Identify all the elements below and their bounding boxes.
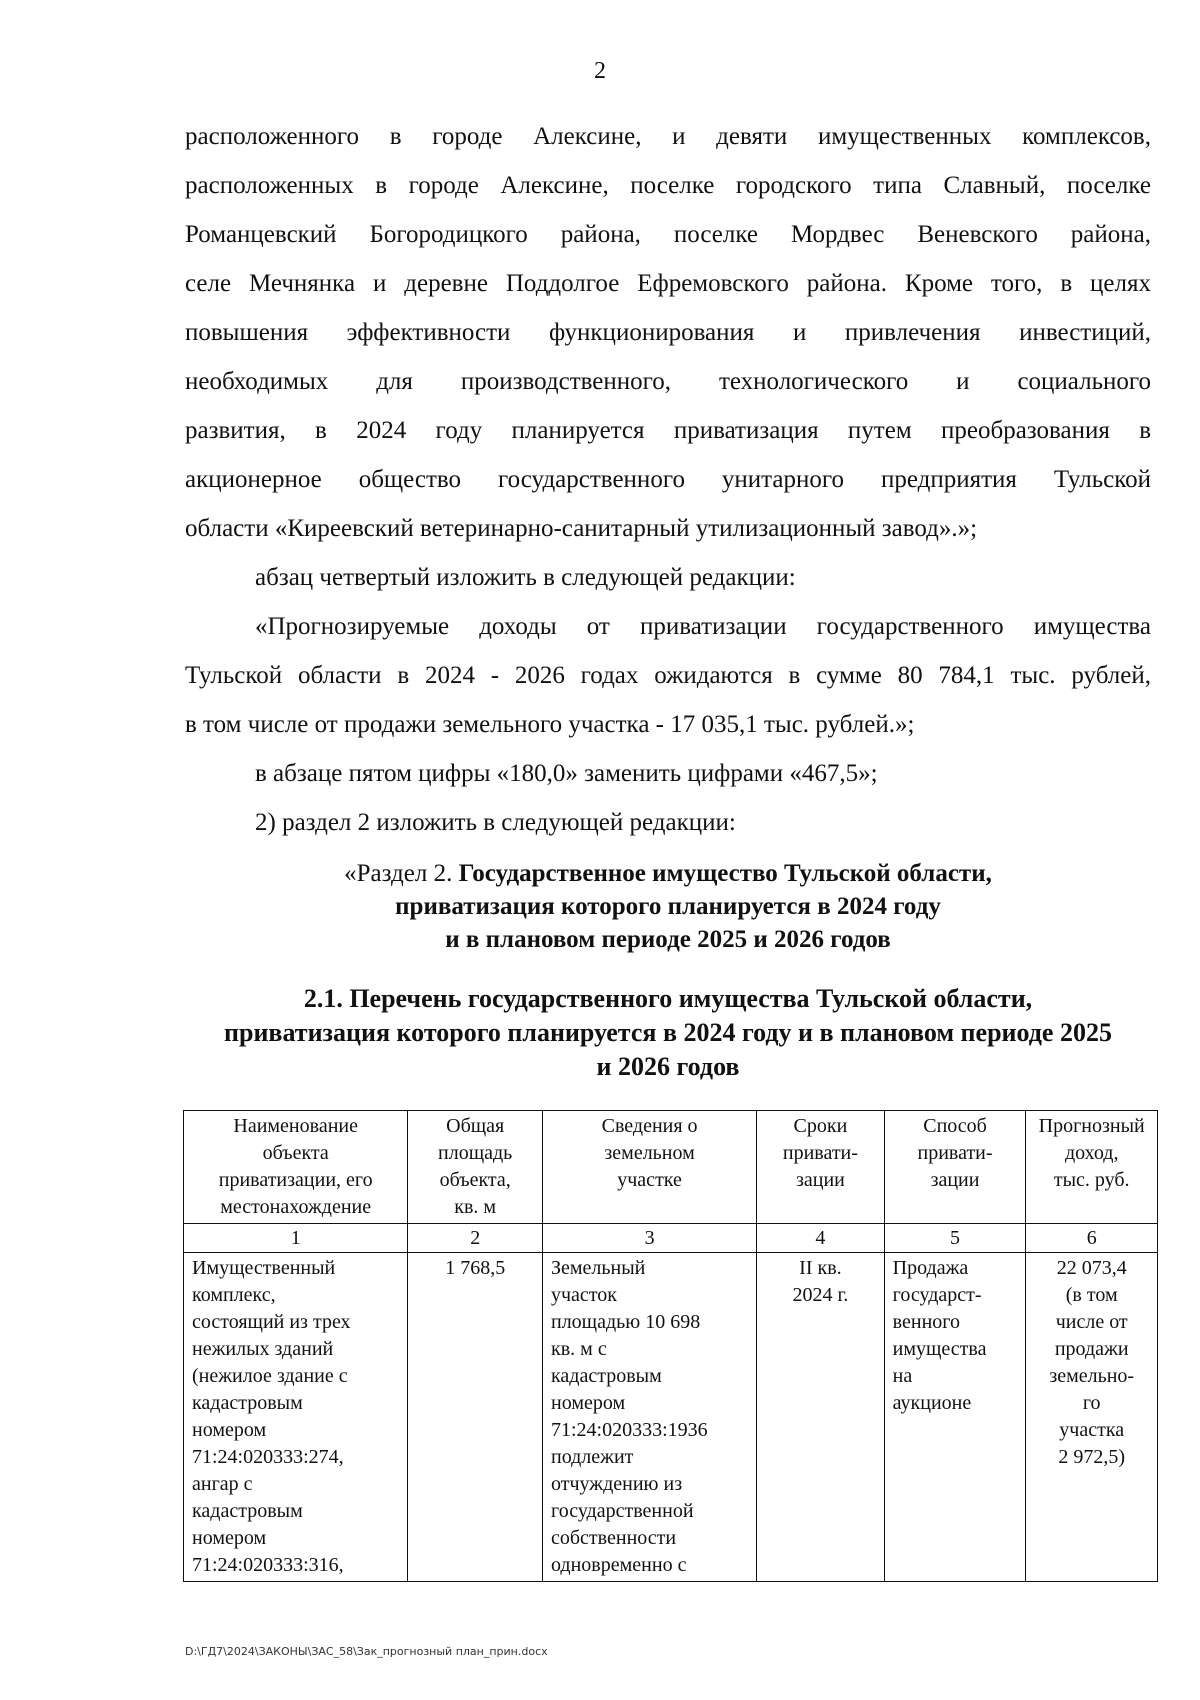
cell-line: продажи: [1054, 1338, 1129, 1360]
paragraph-line: в том числе от продажи земельного участка - 17 035,1 тыс. рублей.»;: [185, 711, 915, 738]
paragraph-line: селе Мечнянка и деревне Поддолгое Ефремовского района. Кроме того, в целях: [185, 270, 1151, 297]
cell-line: Способ: [923, 1115, 987, 1137]
paragraph-line: акционерное общество государственного унитарного предприятия Тульской: [185, 466, 1151, 493]
cell-line: номером: [192, 1419, 267, 1441]
cell-line: аукционе: [892, 1392, 972, 1414]
paragraph-line: Тульской области в 2024 - 2026 годах ожидаются в сумме 80 784,1 тыс. рублей,: [185, 662, 1151, 689]
header-object-name: [184, 1111, 408, 1224]
column-number-row: [184, 1224, 1158, 1253]
cell-line: ангар с: [192, 1473, 253, 1495]
column-number: 2: [408, 1224, 543, 1253]
page-number: 2: [594, 58, 606, 84]
cell-terms: [757, 1253, 884, 1582]
cell-line: участке: [617, 1169, 682, 1191]
cell-line: кадастровым: [551, 1365, 662, 1387]
cell-area: [408, 1253, 543, 1582]
cell-line: государственной: [551, 1500, 694, 1522]
subsection-title: [175, 982, 1161, 1084]
cell-line: состоящий из трех: [192, 1311, 351, 1333]
cell-line: 2 972,5): [1058, 1446, 1126, 1468]
subsection-title-line: и 2026 годов: [596, 1052, 740, 1081]
cell-line: отчуждению из: [551, 1473, 683, 1495]
cell-line: объекта,: [439, 1169, 511, 1191]
paragraph-line: повышения эффективности функционирования и привлечения инвестиций,: [185, 319, 1151, 346]
cell-line: зации: [795, 1169, 845, 1191]
section-title-line-1: [185, 857, 1151, 890]
cell-line: кадастровым: [192, 1500, 303, 1522]
column-number: 6: [1026, 1224, 1158, 1253]
column-number: 1: [184, 1224, 408, 1253]
subsection-title-line: 2.1. Перечень государственного имущества Тульской области,: [303, 984, 1033, 1013]
header-method: [884, 1111, 1026, 1224]
cell-method: [884, 1253, 1026, 1582]
section-title-line-3: [185, 923, 1151, 956]
cell-line: комплекс,: [192, 1284, 276, 1306]
paragraph-line: в абзаце пятом цифры «180,0» заменить цифрами «467,5»;: [255, 760, 878, 787]
cell-line: участок: [551, 1284, 618, 1306]
cell-line: приватизации, его: [218, 1169, 373, 1191]
paragraph-line: Романцевский Богородицкого района, поселке Мордвес Веневского района,: [185, 221, 1151, 248]
footer-file-path: D:\ГД7\2024\ЗАКОНЫ\ЗАС_58\Зак_прогнозный план_прин.docx: [185, 1645, 548, 1658]
paragraph-line: 2) раздел 2 изложить в следующей редакции:: [255, 809, 736, 836]
cell-line: Продажа: [892, 1257, 969, 1279]
paragraph-line: абзац четвертый изложить в следующей редакции:: [255, 564, 796, 591]
paragraph-line: расположенных в городе Алексине, поселке городского типа Славный, поселке: [185, 172, 1151, 199]
header-forecast-income: [1026, 1111, 1158, 1224]
cell-line: тыс. руб.: [1053, 1169, 1130, 1191]
cell-line: 1 768,5: [445, 1257, 506, 1279]
paragraph-line: расположенного в городе Алексине, и девяти имущественных комплексов,: [185, 123, 1151, 150]
subsection-title-line: приватизация которого планируется в 2024 году и в плановом периоде 2025: [224, 1018, 1112, 1047]
cell-line: номером: [551, 1392, 626, 1414]
cell-line: имущества: [892, 1338, 987, 1360]
section-heading: приватизация которого планируется в 2024 году: [395, 893, 941, 920]
cell-line: подлежит: [551, 1446, 634, 1468]
cell-line: кв. м: [454, 1196, 497, 1218]
section-title: [185, 857, 1151, 956]
column-number: 4: [757, 1224, 884, 1253]
cell-line: местонахождение: [220, 1196, 372, 1218]
table-row: [184, 1253, 1158, 1582]
section-heading: Государственное имущество Тульской области,: [458, 860, 992, 887]
cell-line: 71:24:020333:316,: [192, 1554, 344, 1576]
cell-line: 71:24:020333:1936: [551, 1419, 708, 1441]
section-prefix: «Раздел 2.: [344, 860, 459, 887]
cell-line: одновременно с: [551, 1554, 687, 1576]
paragraph-line: «Прогнозируемые доходы от приватизации государственного имущества: [255, 613, 1151, 640]
cell-land-plot: [543, 1253, 757, 1582]
cell-line: номером: [192, 1527, 267, 1549]
cell-line: объекта: [262, 1142, 329, 1164]
cell-line: (в том: [1065, 1284, 1118, 1306]
cell-line: (нежилое здание с: [192, 1365, 348, 1387]
cell-line: 71:24:020333:274,: [192, 1446, 344, 1468]
cell-line: зации: [930, 1169, 980, 1191]
table-header-row: [184, 1111, 1158, 1224]
cell-line: участка: [1059, 1419, 1125, 1441]
header-land-plot: [543, 1111, 757, 1224]
cell-line: II кв.: [799, 1257, 842, 1279]
paragraph-line: развития, в 2024 году планируется приватизация путем преобразования в: [185, 417, 1151, 444]
cell-line: 2024 г.: [792, 1284, 849, 1306]
cell-line: привати-: [917, 1142, 993, 1164]
paragraph-line: необходимых для производственного, технологического и социального: [185, 368, 1151, 395]
cell-line: Сведения о: [601, 1115, 698, 1137]
cell-line: привати-: [782, 1142, 858, 1164]
cell-line: кадастровым: [192, 1392, 303, 1414]
body-text: [185, 112, 1151, 847]
cell-line: земельном: [604, 1142, 695, 1164]
header-area: [408, 1111, 543, 1224]
cell-line: Прогнозный: [1038, 1115, 1145, 1137]
cell-line: кв. м с: [551, 1338, 607, 1360]
paragraph-line: области «Киреевский ветеринарно-санитарный утилизационный завод».»;: [185, 515, 978, 542]
section-title-line-2: [185, 890, 1151, 923]
cell-line: Имущественный: [192, 1257, 336, 1279]
cell-line: числе от: [1055, 1311, 1128, 1333]
section-heading: и в плановом периоде 2025 и 2026 годов: [445, 926, 891, 953]
cell-line: площадь: [438, 1142, 513, 1164]
cell-line: Наименование: [233, 1115, 358, 1137]
cell-line: государст-: [892, 1284, 982, 1306]
cell-line: земельно-: [1049, 1365, 1135, 1387]
cell-line: на: [892, 1365, 913, 1387]
cell-forecast-income: [1026, 1253, 1158, 1582]
privatization-table: [183, 1110, 1158, 1582]
cell-line: Общая: [446, 1115, 505, 1137]
cell-line: Сроки: [793, 1115, 848, 1137]
cell-line: венного: [892, 1311, 960, 1333]
column-number: 3: [543, 1224, 757, 1253]
cell-line: нежилых зданий: [192, 1338, 334, 1360]
cell-line: Земельный: [551, 1257, 646, 1279]
cell-line: 22 073,4: [1056, 1257, 1127, 1279]
header-terms: [757, 1111, 884, 1224]
cell-line: го: [1082, 1392, 1101, 1414]
cell-line: собственности: [551, 1527, 677, 1549]
cell-line: доход,: [1064, 1142, 1119, 1164]
cell-line: площадью 10 698: [551, 1311, 701, 1333]
column-number: 5: [884, 1224, 1026, 1253]
cell-object-name: [184, 1253, 408, 1582]
